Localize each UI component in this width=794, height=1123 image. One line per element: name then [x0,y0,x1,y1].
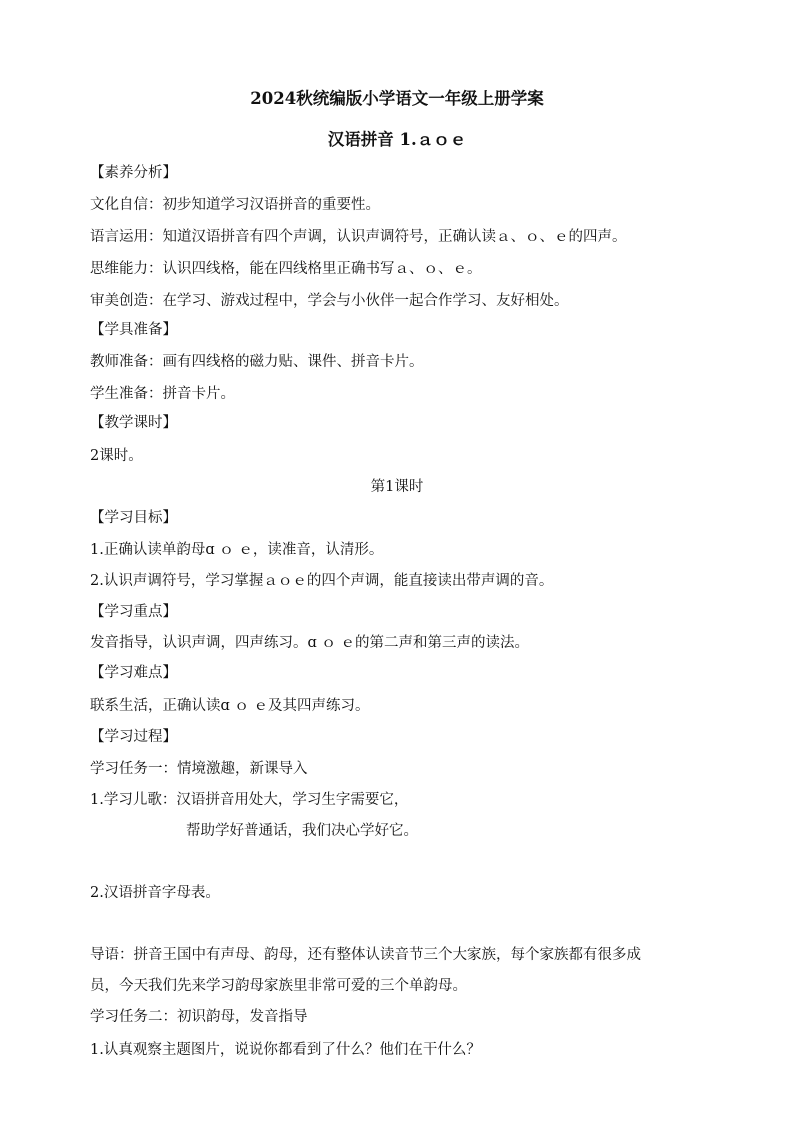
alphabet-item: 2.汉语拼音字母表。 [90,885,220,901]
difficulty-text: 联系生活，正确认读ɑ ｏ ｅ及其四声练习。 [90,698,370,714]
rhyme-line: 1.学习儿歌：汉语拼音用处大，学习生字需要它， [90,792,409,808]
literacy-item: 思维能力：认识四线格，能在四线格里正确书写ａ、ｏ、ｅ。 [90,261,482,277]
goal-item: 2.认识声调符号，学习掌握ａｏｅ的四个声调，能直接读出带声调的音。 [90,573,554,589]
document-title: 2024秋统编版小学语文一年级上册学案 [250,89,544,108]
section-heading-literacy: 【素养分析】 [90,165,177,181]
section-heading-hours: 【教学课时】 [90,415,177,431]
intro-paragraph-line: 导语：拼音王国中有声母、韵母，还有整体认读音节三个大家族，每个家族都有很多成 [90,947,641,963]
lesson-subtitle: 汉语拼音 1.ａｏｅ [327,130,467,149]
section-heading-difficulty: 【学习难点】 [90,665,177,681]
goal-item: 1.正确认读单韵母ɑ ｏ ｅ，读准音，认清形。 [90,542,384,558]
section-heading-materials: 【学具准备】 [90,322,177,338]
section-heading-process: 【学习过程】 [90,729,177,745]
rhyme-line: 帮助学好普通话，我们决心学好它。 [186,823,418,839]
materials-item: 学生准备：拼音卡片。 [90,386,235,402]
task-title: 学习任务一：情境激趣，新课导入 [90,761,308,777]
section-heading-goals: 【学习目标】 [90,510,177,526]
literacy-item: 语言运用：知道汉语拼音有四个声调，认识声调符号，正确认读ａ、ｏ、ｅ的四声。 [90,229,627,245]
hours-text: 2课时。 [90,448,143,464]
lesson-period-title: 第1课时 [370,479,424,495]
observe-item: 1.认真观察主题图片，说说你都看到了什么？他们在干什么？ [90,1042,481,1058]
focus-text: 发音指导，认识声调，四声练习。ɑ ｏ ｅ的第二声和第三声的读法。 [90,635,529,651]
intro-paragraph-line: 员，今天我们先来学习韵母家族里非常可爱的三个单韵母。 [90,978,467,994]
materials-item: 教师准备：画有四线格的磁力贴、课件、拼音卡片。 [90,354,424,370]
task-title: 学习任务二：初识韵母，发音指导 [90,1009,308,1025]
literacy-item: 文化自信：初步知道学习汉语拼音的重要性。 [90,197,380,213]
section-heading-focus: 【学习重点】 [90,604,177,620]
literacy-item: 审美创造：在学习、游戏过程中，学会与小伙伴一起合作学习、友好相处。 [90,293,569,309]
